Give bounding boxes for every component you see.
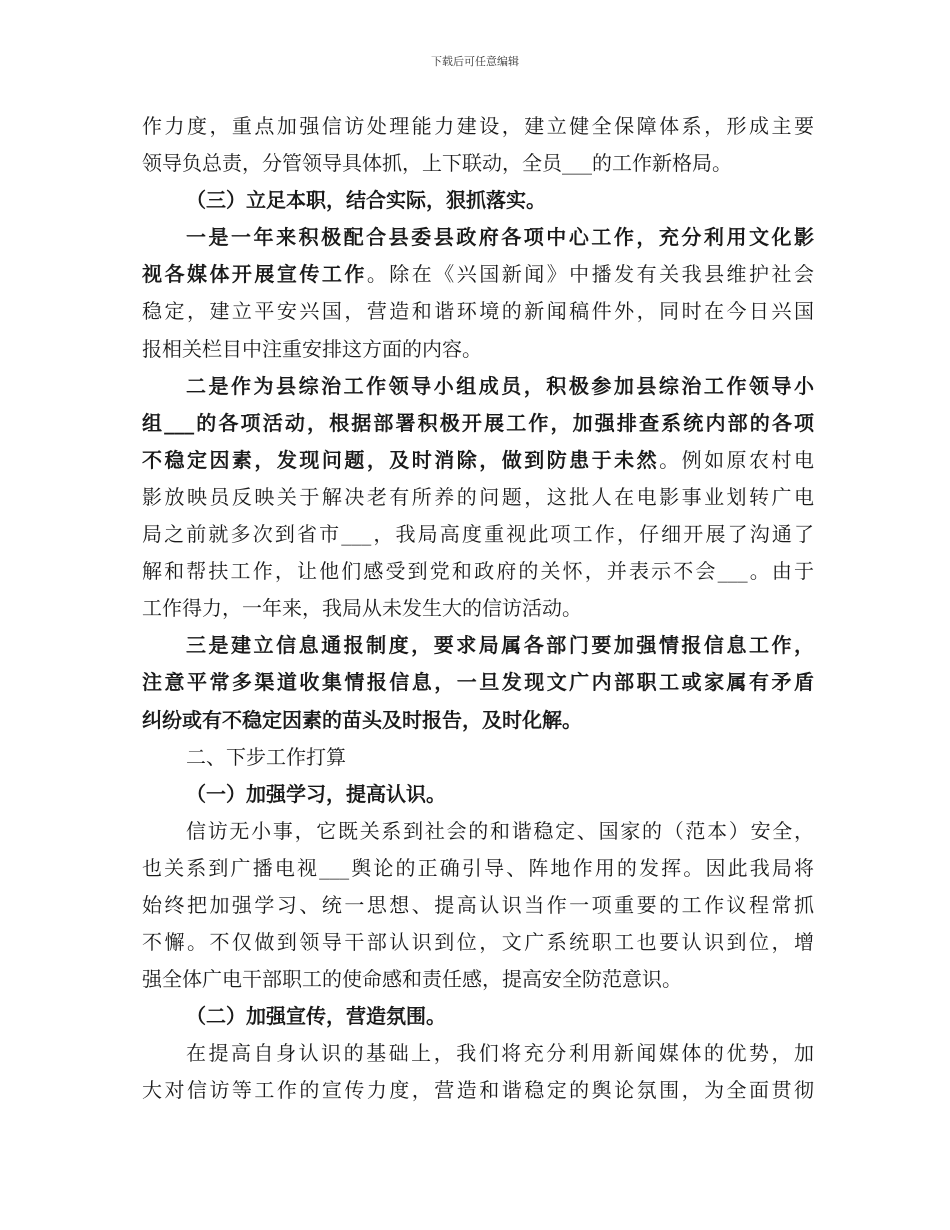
text-line: 大对信访等工作的宣传力度，营造和谐稳定的舆论氛围，为全面贯彻 xyxy=(142,1078,814,1103)
bold-span: 不稳定因素，发现问题，及时消除，做到防患于未然 xyxy=(142,447,660,472)
text-line: 领导负总责，分管领导具体抓，上下联动，全员___的工作新格局。 xyxy=(142,151,732,176)
text-line: 组___的各项活动，根据部署积极开展工作，加强排查系统内部的各项 xyxy=(142,410,814,435)
text-line: 报相关栏目中注重安排这方面的内容。 xyxy=(142,336,482,361)
text-line: 也关系到广播电视___舆论的正确引导、阵地作用的发挥。因此我局将 xyxy=(142,855,814,880)
text-line: 在提高自身认识的基础上，我们将充分利用新闻媒体的优势，加 xyxy=(186,1041,814,1066)
text-line: 影放映员反映关于解决老有所养的问题，这批人在电影事业划转广电 xyxy=(142,484,814,509)
page-header: 下载后可任意编辑 xyxy=(431,55,519,68)
section-heading: （二）加强宣传，营造氛围。 xyxy=(186,1004,446,1029)
text-line: 三是建立信息通报制度，要求局属各部门要加强情报信息工作， xyxy=(186,633,814,658)
text-line: 稳定，建立平安兴国，营造和谐环境的新闻稿件外，同时在今日兴国 xyxy=(142,299,814,324)
text-line xyxy=(142,442,814,479)
text-line: 解和帮扶工作，让他们感受到党和政府的关怀，并表示不会___。由于 xyxy=(142,559,814,584)
text-line: 局之前就多次到省市___，我局高度重视此项工作，仔细开展了沟通了 xyxy=(142,522,814,547)
text-line: 信访无小事，它既关系到社会的和谐稳定、国家的（范本）安全， xyxy=(186,818,814,843)
text-line xyxy=(142,256,814,293)
normal-span: 。例如原农村电 xyxy=(659,447,815,472)
text-line: 二是作为县综治工作领导小组成员，积极参加县综治工作领导小 xyxy=(186,373,814,398)
section-heading: 二、下步工作打算 xyxy=(186,744,346,769)
text-line: 作力度，重点加强信访处理能力建设，建立健全保障体系，形成主要 xyxy=(142,114,814,138)
text-line: 注意平常多渠道收集情报信息，一旦发现文广内部职工或家属有矛盾 xyxy=(142,670,814,695)
document-body xyxy=(142,108,814,1110)
section-heading: （一）加强学习，提高认识。 xyxy=(186,781,446,806)
text-line: 不懈。不仅做到领导干部认识到位，文广系统职工也要认识到位，增 xyxy=(142,930,814,955)
text-line: 强全体广电干部职工的使命感和责任感，提高安全防范意识。 xyxy=(142,967,682,992)
bold-span: 视各媒体开展宣传工作 xyxy=(142,262,367,287)
text-line: 纠纷或有不稳定因素的苗头及时报告，及时化解。 xyxy=(142,707,582,732)
section-heading: （三）立足本职，结合实际，狠抓落实。 xyxy=(186,188,546,213)
text-line: 一是一年来积极配合县委县政府各项中心工作，充分利用文化影 xyxy=(186,225,814,250)
text-line: 始终把加强学习、统一思想、提高认识当作一项重要的工作议程常抓 xyxy=(142,892,814,917)
normal-span: 。除在《兴国新闻》中播发有关我县维护社会 xyxy=(366,262,815,287)
text-line: 工作得力，一年来，我局从未发生大的信访活动。 xyxy=(142,596,582,621)
